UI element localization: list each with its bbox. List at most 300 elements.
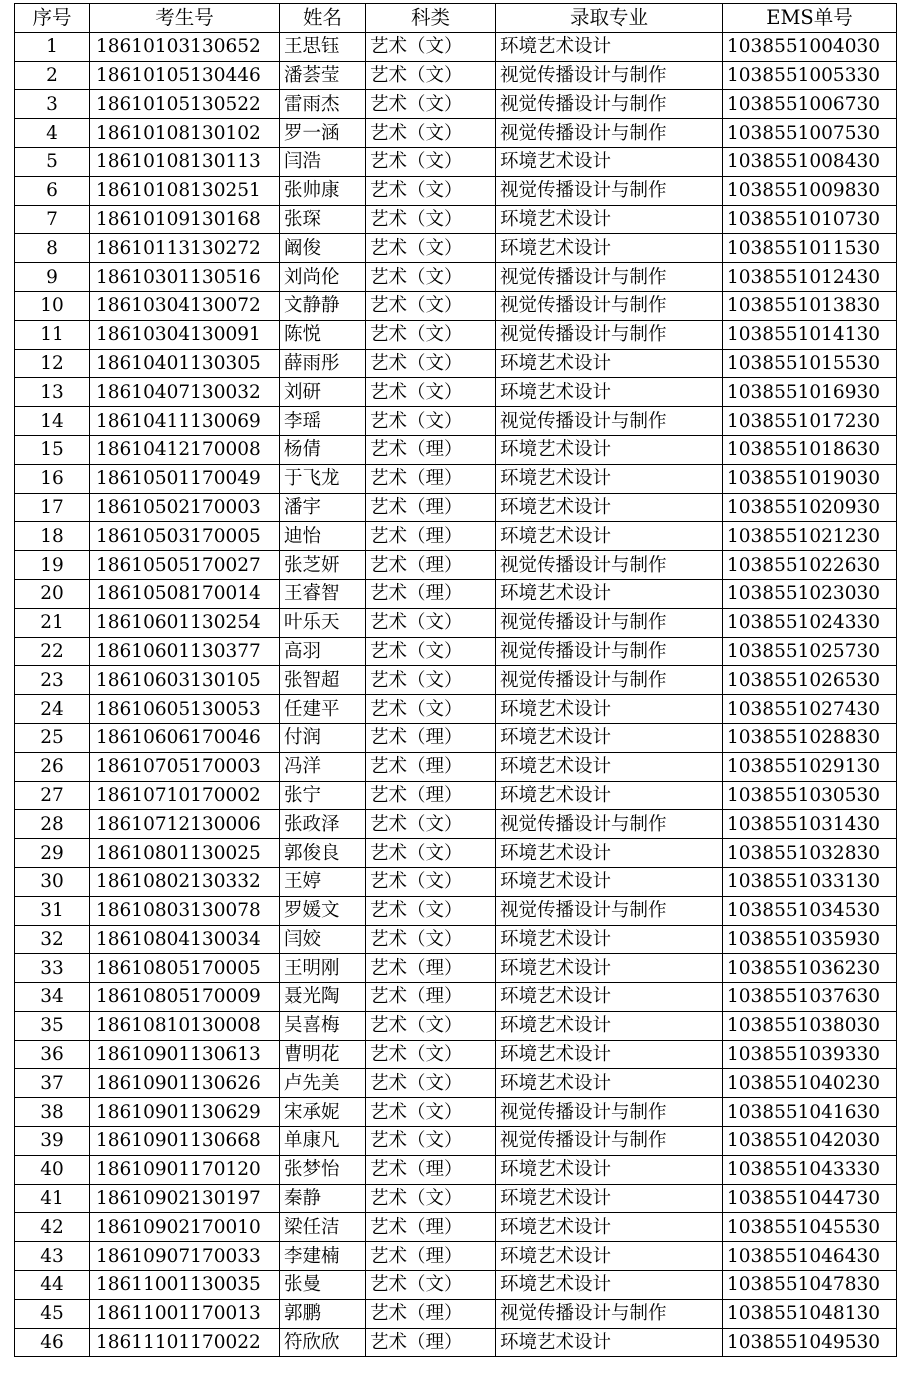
name-cell: 张琛: [280, 205, 366, 234]
exam-number-cell: 18610907170033: [90, 1242, 280, 1271]
name-cell: 曹明花: [280, 1040, 366, 1069]
seq-cell: 21: [15, 608, 90, 637]
name-cell: 于飞龙: [280, 464, 366, 493]
seq-cell: 13: [15, 378, 90, 407]
table-row: [15, 954, 897, 983]
category-cell: 艺术（文）: [366, 90, 496, 119]
table-row: [15, 1213, 897, 1242]
category-cell: 艺术（理）: [366, 983, 496, 1012]
exam-number-cell: 18610901130613: [90, 1040, 280, 1069]
table-row: [15, 695, 897, 724]
ems-number-cell: 1038551021230: [723, 522, 897, 551]
major-cell: 环境艺术设计: [496, 867, 723, 896]
major-cell: 环境艺术设计: [496, 781, 723, 810]
exam-number-cell: 18610411130069: [90, 407, 280, 436]
ems-number-cell: 1038551036230: [723, 954, 897, 983]
category-cell: 艺术（文）: [366, 1098, 496, 1127]
ems-number-cell: 1038551045530: [723, 1213, 897, 1242]
table-row: [15, 608, 897, 637]
exam-number-cell: 18610412170008: [90, 435, 280, 464]
category-cell: 艺术（理）: [366, 1242, 496, 1271]
seq-cell: 18: [15, 522, 90, 551]
category-cell: 艺术（文）: [366, 1271, 496, 1300]
seq-cell: 34: [15, 983, 90, 1012]
seq-cell: 3: [15, 90, 90, 119]
exam-number-cell: 18610301130516: [90, 263, 280, 292]
table-row: [15, 1098, 897, 1127]
category-cell: 艺术（文）: [366, 608, 496, 637]
major-cell: 视觉传播设计与制作: [496, 1299, 723, 1328]
exam-number-cell: 18610105130446: [90, 61, 280, 90]
table-row: [15, 291, 897, 320]
table-row: [15, 1184, 897, 1213]
exam-number-cell: 18610601130254: [90, 608, 280, 637]
major-cell: 环境艺术设计: [496, 925, 723, 954]
name-cell: 张曼: [280, 1271, 366, 1300]
name-cell: 秦静: [280, 1184, 366, 1213]
ems-number-cell: 1038551020930: [723, 493, 897, 522]
seq-cell: 39: [15, 1127, 90, 1156]
table-row: [15, 579, 897, 608]
major-cell: 视觉传播设计与制作: [496, 551, 723, 580]
major-cell: 视觉传播设计与制作: [496, 810, 723, 839]
category-cell: 艺术（文）: [366, 867, 496, 896]
seq-cell: 20: [15, 579, 90, 608]
seq-cell: 25: [15, 723, 90, 752]
category-cell: 艺术（理）: [366, 1328, 496, 1357]
table-row: [15, 551, 897, 580]
exam-number-cell: 18610109130168: [90, 205, 280, 234]
exam-number-cell: 18610401130305: [90, 349, 280, 378]
major-cell: 环境艺术设计: [496, 954, 723, 983]
category-cell: 艺术（文）: [366, 407, 496, 436]
ems-number-cell: 1038551039330: [723, 1040, 897, 1069]
table-row: [15, 637, 897, 666]
major-cell: 视觉传播设计与制作: [496, 637, 723, 666]
major-cell: 环境艺术设计: [496, 1271, 723, 1300]
exam-number-cell: 18610105130522: [90, 90, 280, 119]
major-cell: 环境艺术设计: [496, 1242, 723, 1271]
name-cell: 闫浩: [280, 147, 366, 176]
seq-cell: 31: [15, 896, 90, 925]
name-cell: 卢先美: [280, 1069, 366, 1098]
table-row: [15, 32, 897, 61]
exam-number-cell: 18610502170003: [90, 493, 280, 522]
major-cell: 环境艺术设计: [496, 1040, 723, 1069]
seq-cell: 41: [15, 1184, 90, 1213]
seq-cell: 9: [15, 263, 90, 292]
major-cell: 环境艺术设计: [496, 378, 723, 407]
ems-number-cell: 1038551012430: [723, 263, 897, 292]
exam-number-cell: 18610803130078: [90, 896, 280, 925]
seq-cell: 10: [15, 291, 90, 320]
seq-cell: 5: [15, 147, 90, 176]
seq-cell: 12: [15, 349, 90, 378]
table-row: [15, 1127, 897, 1156]
major-cell: 环境艺术设计: [496, 435, 723, 464]
table-row: [15, 464, 897, 493]
name-cell: 罗一涵: [280, 119, 366, 148]
table-row: [15, 349, 897, 378]
header-category: 科类: [366, 4, 496, 33]
major-cell: 环境艺术设计: [496, 839, 723, 868]
category-cell: 艺术（理）: [366, 1155, 496, 1184]
exam-number-cell: 18610901130626: [90, 1069, 280, 1098]
table-row: [15, 810, 897, 839]
name-cell: 付润: [280, 723, 366, 752]
seq-cell: 38: [15, 1098, 90, 1127]
table-row: [15, 752, 897, 781]
exam-number-cell: 18611001170013: [90, 1299, 280, 1328]
seq-cell: 42: [15, 1213, 90, 1242]
major-cell: 视觉传播设计与制作: [496, 666, 723, 695]
name-cell: 王明刚: [280, 954, 366, 983]
seq-cell: 14: [15, 407, 90, 436]
table-row: [15, 896, 897, 925]
seq-cell: 46: [15, 1328, 90, 1357]
major-cell: 环境艺术设计: [496, 723, 723, 752]
exam-number-cell: 18610902170010: [90, 1213, 280, 1242]
ems-number-cell: 1038551032830: [723, 839, 897, 868]
ems-number-cell: 1038551007530: [723, 119, 897, 148]
name-cell: 李建楠: [280, 1242, 366, 1271]
exam-number-cell: 18610603130105: [90, 666, 280, 695]
major-cell: 环境艺术设计: [496, 983, 723, 1012]
major-cell: 环境艺术设计: [496, 32, 723, 61]
seq-cell: 40: [15, 1155, 90, 1184]
major-cell: 环境艺术设计: [496, 1184, 723, 1213]
name-cell: 迪怡: [280, 522, 366, 551]
table-row: [15, 781, 897, 810]
seq-cell: 22: [15, 637, 90, 666]
ems-number-cell: 1038551016930: [723, 378, 897, 407]
exam-number-cell: 18610508170014: [90, 579, 280, 608]
table-row: [15, 435, 897, 464]
table-row: [15, 1299, 897, 1328]
seq-cell: 4: [15, 119, 90, 148]
name-cell: 王思钰: [280, 32, 366, 61]
ems-number-cell: 1038551027430: [723, 695, 897, 724]
table-row: [15, 205, 897, 234]
table-row: [15, 493, 897, 522]
major-cell: 环境艺术设计: [496, 1069, 723, 1098]
major-cell: 视觉传播设计与制作: [496, 61, 723, 90]
seq-cell: 33: [15, 954, 90, 983]
category-cell: 艺术（文）: [366, 61, 496, 90]
header-seq: 序号: [15, 4, 90, 33]
table-row: [15, 1155, 897, 1184]
exam-number-cell: 18610902130197: [90, 1184, 280, 1213]
table-body: [15, 32, 897, 1357]
ems-number-cell: 1038551005330: [723, 61, 897, 90]
seq-cell: 45: [15, 1299, 90, 1328]
name-cell: 张宁: [280, 781, 366, 810]
ems-number-cell: 1038551010730: [723, 205, 897, 234]
ems-number-cell: 1038551029130: [723, 752, 897, 781]
ems-number-cell: 1038551046430: [723, 1242, 897, 1271]
exam-number-cell: 18610805170009: [90, 983, 280, 1012]
category-cell: 艺术（文）: [366, 176, 496, 205]
exam-number-cell: 18611001130035: [90, 1271, 280, 1300]
major-cell: 环境艺术设计: [496, 1328, 723, 1357]
exam-number-cell: 18610304130072: [90, 291, 280, 320]
exam-number-cell: 18610601130377: [90, 637, 280, 666]
table-row: [15, 234, 897, 263]
ems-number-cell: 1038551035930: [723, 925, 897, 954]
name-cell: 王睿智: [280, 579, 366, 608]
major-cell: 环境艺术设计: [496, 234, 723, 263]
name-cell: 宋承妮: [280, 1098, 366, 1127]
major-cell: 视觉传播设计与制作: [496, 90, 723, 119]
category-cell: 艺术（文）: [366, 896, 496, 925]
major-cell: 环境艺术设计: [496, 522, 723, 551]
major-cell: 环境艺术设计: [496, 695, 723, 724]
seq-cell: 26: [15, 752, 90, 781]
table-row: [15, 263, 897, 292]
category-cell: 艺术（文）: [366, 810, 496, 839]
exam-number-cell: 18610805170005: [90, 954, 280, 983]
ems-number-cell: 1038551038030: [723, 1011, 897, 1040]
table-row: [15, 61, 897, 90]
category-cell: 艺术（理）: [366, 579, 496, 608]
category-cell: 艺术（理）: [366, 551, 496, 580]
ems-number-cell: 1038551041630: [723, 1098, 897, 1127]
seq-cell: 32: [15, 925, 90, 954]
name-cell: 张智超: [280, 666, 366, 695]
ems-number-cell: 1038551043330: [723, 1155, 897, 1184]
ems-number-cell: 1038551008430: [723, 147, 897, 176]
ems-number-cell: 1038551004030: [723, 32, 897, 61]
exam-number-cell: 18610505170027: [90, 551, 280, 580]
major-cell: 环境艺术设计: [496, 493, 723, 522]
major-cell: 视觉传播设计与制作: [496, 176, 723, 205]
seq-cell: 2: [15, 61, 90, 90]
exam-number-cell: 18610710170002: [90, 781, 280, 810]
exam-number-cell: 18610801130025: [90, 839, 280, 868]
category-cell: 艺术（文）: [366, 1184, 496, 1213]
name-cell: 张帅康: [280, 176, 366, 205]
seq-cell: 23: [15, 666, 90, 695]
table-row: [15, 119, 897, 148]
table-row: [15, 407, 897, 436]
seq-cell: 36: [15, 1040, 90, 1069]
ems-number-cell: 1038551009830: [723, 176, 897, 205]
category-cell: 艺术（文）: [366, 839, 496, 868]
major-cell: 视觉传播设计与制作: [496, 119, 723, 148]
seq-cell: 17: [15, 493, 90, 522]
major-cell: 环境艺术设计: [496, 1011, 723, 1040]
category-cell: 艺术（文）: [366, 1127, 496, 1156]
header-exam-number: 考生号: [90, 4, 280, 33]
name-cell: 单康凡: [280, 1127, 366, 1156]
table-row: [15, 1328, 897, 1357]
exam-number-cell: 18610712130006: [90, 810, 280, 839]
table-row: [15, 1011, 897, 1040]
exam-number-cell: 18610103130652: [90, 32, 280, 61]
seq-cell: 28: [15, 810, 90, 839]
table-row: [15, 147, 897, 176]
table-row: [15, 723, 897, 752]
name-cell: 罗媛文: [280, 896, 366, 925]
name-cell: 杨倩: [280, 435, 366, 464]
exam-number-cell: 18610705170003: [90, 752, 280, 781]
table-row: [15, 176, 897, 205]
name-cell: 冯洋: [280, 752, 366, 781]
seq-cell: 24: [15, 695, 90, 724]
exam-number-cell: 18610901130629: [90, 1098, 280, 1127]
table-row: [15, 90, 897, 119]
major-cell: 环境艺术设计: [496, 464, 723, 493]
admission-list-table: [14, 3, 897, 1357]
category-cell: 艺术（文）: [366, 349, 496, 378]
name-cell: 潘宇: [280, 493, 366, 522]
category-cell: 艺术（理）: [366, 1213, 496, 1242]
seq-cell: 11: [15, 320, 90, 349]
major-cell: 环境艺术设计: [496, 147, 723, 176]
name-cell: 刘尚伦: [280, 263, 366, 292]
table-row: [15, 867, 897, 896]
name-cell: 文静静: [280, 291, 366, 320]
major-cell: 视觉传播设计与制作: [496, 1098, 723, 1127]
header-row: [15, 4, 897, 33]
exam-number-cell: 18610901130668: [90, 1127, 280, 1156]
category-cell: 艺术（文）: [366, 263, 496, 292]
category-cell: 艺术（文）: [366, 205, 496, 234]
ems-number-cell: 1038551048130: [723, 1299, 897, 1328]
major-cell: 环境艺术设计: [496, 1213, 723, 1242]
ems-number-cell: 1038551023030: [723, 579, 897, 608]
seq-cell: 29: [15, 839, 90, 868]
exam-number-cell: 18610901170120: [90, 1155, 280, 1184]
name-cell: 聂光陶: [280, 983, 366, 1012]
major-cell: 视觉传播设计与制作: [496, 407, 723, 436]
category-cell: 艺术（文）: [366, 147, 496, 176]
name-cell: 张芝妍: [280, 551, 366, 580]
ems-number-cell: 1038551017230: [723, 407, 897, 436]
name-cell: 张梦怡: [280, 1155, 366, 1184]
table-row: [15, 320, 897, 349]
ems-number-cell: 1038551014130: [723, 320, 897, 349]
seq-cell: 7: [15, 205, 90, 234]
ems-number-cell: 1038551031430: [723, 810, 897, 839]
category-cell: 艺术（文）: [366, 1011, 496, 1040]
category-cell: 艺术（文）: [366, 32, 496, 61]
major-cell: 环境艺术设计: [496, 1155, 723, 1184]
name-cell: 梁任洁: [280, 1213, 366, 1242]
seq-cell: 1: [15, 32, 90, 61]
category-cell: 艺术（理）: [366, 493, 496, 522]
table-row: [15, 1069, 897, 1098]
ems-number-cell: 1038551019030: [723, 464, 897, 493]
seq-cell: 8: [15, 234, 90, 263]
exam-number-cell: 18611101170022: [90, 1328, 280, 1357]
exam-number-cell: 18610407130032: [90, 378, 280, 407]
category-cell: 艺术（理）: [366, 781, 496, 810]
table-row: [15, 839, 897, 868]
ems-number-cell: 1038551022630: [723, 551, 897, 580]
major-cell: 视觉传播设计与制作: [496, 320, 723, 349]
name-cell: 高羽: [280, 637, 366, 666]
table-row: [15, 1040, 897, 1069]
exam-number-cell: 18610810130008: [90, 1011, 280, 1040]
category-cell: 艺术（文）: [366, 695, 496, 724]
name-cell: 潘荟莹: [280, 61, 366, 90]
seq-cell: 44: [15, 1271, 90, 1300]
header-major: 录取专业: [496, 4, 723, 33]
ems-number-cell: 1038551028830: [723, 723, 897, 752]
exam-number-cell: 18610108130102: [90, 119, 280, 148]
seq-cell: 35: [15, 1011, 90, 1040]
category-cell: 艺术（文）: [366, 925, 496, 954]
category-cell: 艺术（理）: [366, 752, 496, 781]
ems-number-cell: 1038551025730: [723, 637, 897, 666]
ems-number-cell: 1038551006730: [723, 90, 897, 119]
seq-cell: 6: [15, 176, 90, 205]
category-cell: 艺术（文）: [366, 119, 496, 148]
name-cell: 闫姣: [280, 925, 366, 954]
category-cell: 艺术（文）: [366, 320, 496, 349]
seq-cell: 30: [15, 867, 90, 896]
exam-number-cell: 18610802130332: [90, 867, 280, 896]
major-cell: 视觉传播设计与制作: [496, 263, 723, 292]
name-cell: 郭俊良: [280, 839, 366, 868]
name-cell: 雷雨杰: [280, 90, 366, 119]
exam-number-cell: 18610113130272: [90, 234, 280, 263]
major-cell: 视觉传播设计与制作: [496, 291, 723, 320]
major-cell: 环境艺术设计: [496, 205, 723, 234]
ems-number-cell: 1038551018630: [723, 435, 897, 464]
major-cell: 环境艺术设计: [496, 349, 723, 378]
category-cell: 艺术（理）: [366, 522, 496, 551]
name-cell: 王婷: [280, 867, 366, 896]
ems-number-cell: 1038551024330: [723, 608, 897, 637]
name-cell: 郭鹏: [280, 1299, 366, 1328]
name-cell: 刘研: [280, 378, 366, 407]
name-cell: 符欣欣: [280, 1328, 366, 1357]
major-cell: 环境艺术设计: [496, 752, 723, 781]
name-cell: 李瑶: [280, 407, 366, 436]
category-cell: 艺术（文）: [366, 1040, 496, 1069]
exam-number-cell: 18610804130034: [90, 925, 280, 954]
category-cell: 艺术（文）: [366, 637, 496, 666]
ems-number-cell: 1038551026530: [723, 666, 897, 695]
ems-number-cell: 1038551042030: [723, 1127, 897, 1156]
seq-cell: 37: [15, 1069, 90, 1098]
category-cell: 艺术（文）: [366, 234, 496, 263]
seq-cell: 19: [15, 551, 90, 580]
ems-number-cell: 1038551030530: [723, 781, 897, 810]
category-cell: 艺术（理）: [366, 954, 496, 983]
ems-number-cell: 1038551015530: [723, 349, 897, 378]
name-cell: 任建平: [280, 695, 366, 724]
exam-number-cell: 18610605130053: [90, 695, 280, 724]
exam-number-cell: 18610606170046: [90, 723, 280, 752]
category-cell: 艺术（文）: [366, 378, 496, 407]
table-row: [15, 378, 897, 407]
table-row: [15, 983, 897, 1012]
seq-cell: 43: [15, 1242, 90, 1271]
exam-number-cell: 18610108130113: [90, 147, 280, 176]
seq-cell: 27: [15, 781, 90, 810]
category-cell: 艺术（理）: [366, 435, 496, 464]
name-cell: 吴喜梅: [280, 1011, 366, 1040]
table-row: [15, 925, 897, 954]
name-cell: 叶乐天: [280, 608, 366, 637]
ems-number-cell: 1038551040230: [723, 1069, 897, 1098]
ems-number-cell: 1038551049530: [723, 1328, 897, 1357]
ems-number-cell: 1038551037630: [723, 983, 897, 1012]
exam-number-cell: 18610501170049: [90, 464, 280, 493]
